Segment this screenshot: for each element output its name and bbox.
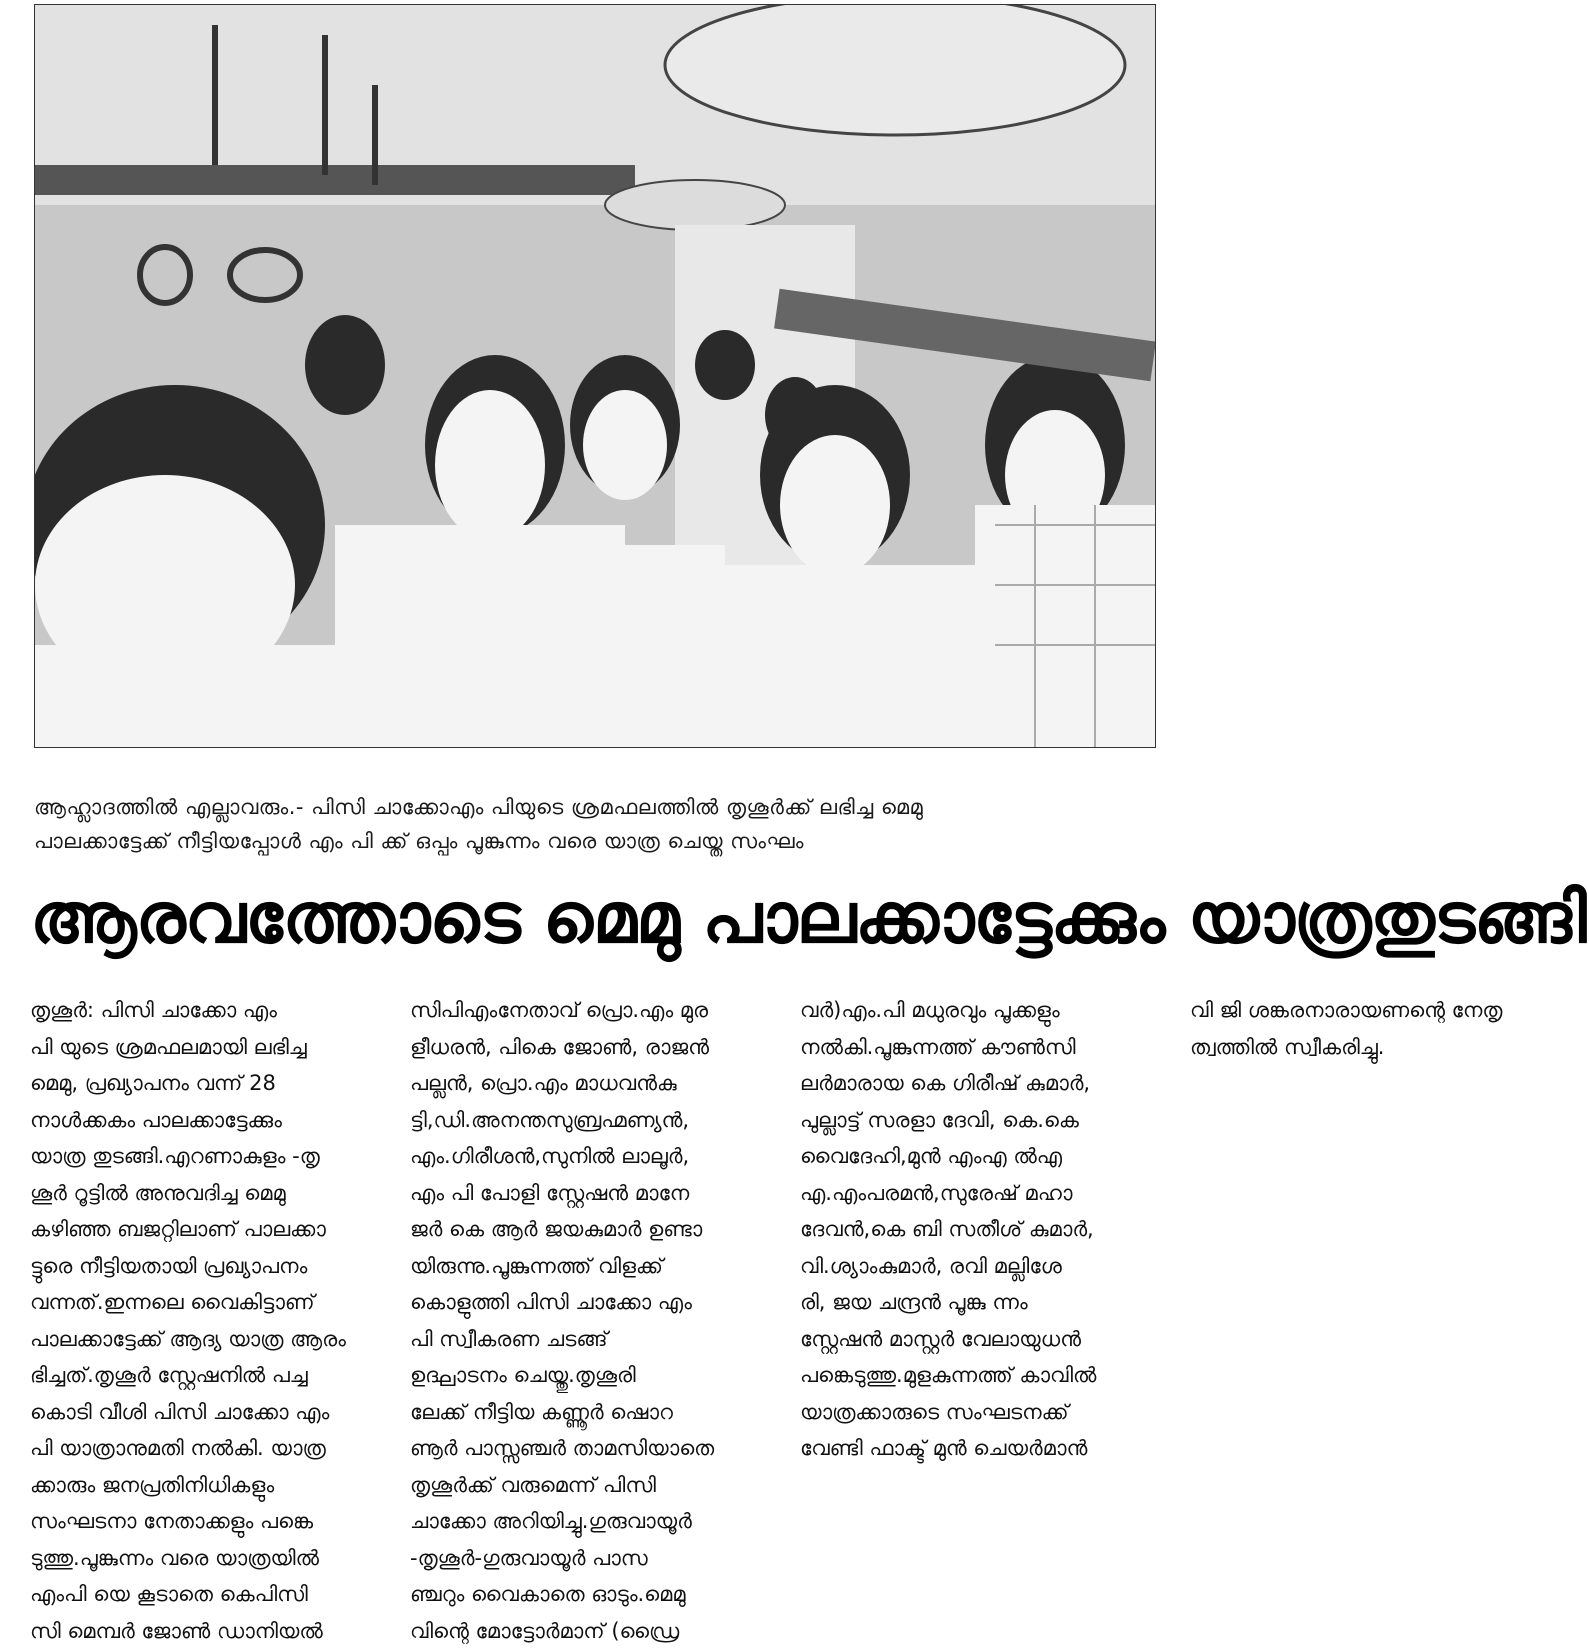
- article-column-4: [1190, 992, 1550, 1065]
- column-line: നൽകി.പൂങ്കുന്നത്ത് കൗൺസി: [800, 1029, 1160, 1066]
- column-line: സിപിഎംനേതാവ് പ്രൊ.എം മുര: [410, 992, 760, 1029]
- column-line: ക്കാരും ജനപ്രതിനിധികളും: [30, 1467, 380, 1504]
- column-line: ട്ടുരെ നീട്ടിയതായി പ്രഖ്യാപനം: [30, 1248, 380, 1285]
- column-line: എ.എംപരമൻ,സുരേഷ് മഹാ: [800, 1175, 1160, 1212]
- column-line: പല്ലൻ, പ്രൊ.എം മാധവൻകു: [410, 1065, 760, 1102]
- column-line: കൊടി വീശി പിസി ചാക്കോ എം: [30, 1394, 380, 1431]
- column-line: ത്വത്തിൽ സ്വീകരിച്ചു.: [1190, 1029, 1550, 1066]
- column-line: പി സ്വീകരണ ചടങ്ങ്: [410, 1321, 760, 1358]
- column-line: ശൂർ റൂട്ടിൽ അനുവദിച്ച മെമു: [30, 1175, 380, 1212]
- headline: ആരവത്തോടെ മെമു പാലക്കാട്ടേക്കും യാത്രതുടങ്ങി: [30, 870, 1550, 966]
- caption-line: പാലക്കാട്ടേക്ക് നീട്ടിയപ്പോൾ എം പി ക്ക് ഒപ്പം പൂങ്കുന്നം വരെ യാത്ര ചെയ്ത സംഘം: [34, 824, 1154, 858]
- column-line: എം.ഗിരീശൻ,സുനിൽ ലാലൂർ,: [410, 1138, 760, 1175]
- article-column-2: [410, 992, 760, 1649]
- column-line: സ്റ്റേഷൻ മാസ്റ്റർ വേലായുധൻ: [800, 1321, 1160, 1358]
- column-line: -തൃശൂർ-ഗുരുവായൂർ പാസ: [410, 1540, 760, 1577]
- column-line: വർ)എം.പി മധുരവും പൂക്കളും: [800, 992, 1160, 1029]
- column-line: ട്ടി,ഡി.അനന്തസുബ്രഹ്മണ്യൻ,: [410, 1102, 760, 1139]
- column-line: പി യുടെ ശ്രമഫലമായി ലഭിച്ച: [30, 1029, 380, 1066]
- column-line: ജർ കെ ആർ ജയകുമാർ ഉണ്ടാ: [410, 1211, 760, 1248]
- column-line: തൃശൂർ: പിസി ചാക്കോ എം: [30, 992, 380, 1029]
- column-line: ഉദ്ഘാടനം ചെയ്തു.തൃശൂരി: [410, 1357, 760, 1394]
- column-line: രി, ജയ ചന്ദ്രൻ പൂങ്കു ന്നം: [800, 1284, 1160, 1321]
- column-line: പുല്ലാട്ട് സരളാ ദേവി, കെ.കെ: [800, 1102, 1160, 1139]
- column-line: ലേക്ക് നീട്ടിയ കണ്ണൂർ ഷൊറ: [410, 1394, 760, 1431]
- photo-caption: [34, 790, 1154, 858]
- column-line: പാലക്കാട്ടേക്ക് ആദ്യ യാത്ര ആരം: [30, 1321, 380, 1358]
- column-line: എം പി പോളി സ്റ്റേഷൻ മാനേ: [410, 1175, 760, 1212]
- column-line: കഴിഞ്ഞ ബജറ്റിലാണ് പാലക്കാ: [30, 1211, 380, 1248]
- column-line: കൊളുത്തി പിസി ചാക്കോ എം: [410, 1284, 760, 1321]
- column-line: പി യാത്രാനുമതി നൽകി. യാത്ര: [30, 1430, 380, 1467]
- column-line: വി ജി ശങ്കരനാരായണന്റെ നേതൃ: [1190, 992, 1550, 1029]
- column-line: യാത്ര തുടങ്ങി.എറണാകുളം -തൃ: [30, 1138, 380, 1175]
- column-line: ദേവൻ,കെ ബി സതീശ് കുമാർ,: [800, 1211, 1160, 1248]
- column-line: പങ്കെടുത്തു.മുളകുന്നത്ത് കാവിൽ: [800, 1357, 1160, 1394]
- column-line: യിരുന്നു.പൂങ്കുന്നത്ത് വിളക്ക്: [410, 1248, 760, 1285]
- column-line: ടുത്തു.പൂങ്കുന്നം വരെ യാത്രയിൽ: [30, 1540, 380, 1577]
- column-line: വേണ്ടി ഫാക്ട് മുൻ ചെയർമാൻ: [800, 1430, 1160, 1467]
- column-line: യാത്രക്കാരുടെ സംഘടനക്ക്: [800, 1394, 1160, 1431]
- column-line: വൈദേഹി,മുൻ എംഎ ൽഎ: [800, 1138, 1160, 1175]
- column-line: ഭിച്ചത്.തൃശൂർ സ്റ്റേഷനിൽ പച്ച: [30, 1357, 380, 1394]
- column-line: തൃശൂർക്ക് വരുമെന്ന് പിസി: [410, 1467, 760, 1504]
- article-column-1: [30, 992, 380, 1649]
- column-line: സി മെമ്പർ ജോൺ ഡാനിയൽ: [30, 1613, 380, 1649]
- column-line: ലർമാരായ കെ ഗിരീഷ് കുമാർ,: [800, 1065, 1160, 1102]
- column-line: ഞ്ചറും വൈകാതെ ഓടും.മെമു: [410, 1576, 760, 1613]
- column-line: ളീധരൻ, പികെ ജോൺ, രാജൻ: [410, 1029, 760, 1066]
- column-line: വി.ശ്യാംകുമാർ, രവി മല്ലിശേ: [800, 1248, 1160, 1285]
- news-photo: [34, 4, 1156, 748]
- photo-image: [35, 5, 1155, 747]
- column-line: ചാക്കോ അറിയിച്ചു.ഗുരുവായൂർ: [410, 1503, 760, 1540]
- column-line: നാൾക്കകം പാലക്കാട്ടേക്കും: [30, 1102, 380, 1139]
- article-column-3: [800, 992, 1160, 1467]
- column-line: എംപി യെ കൂടാതെ കെപിസി: [30, 1576, 380, 1613]
- caption-line: ആഹ്ലാദത്തിൽ എല്ലാവരും.- പിസി ചാക്കോഎം പിയുടെ ശ്രമഫലത്തിൽ തൃശൂർക്ക് ലഭിച്ച മെമു: [34, 790, 1154, 824]
- column-line: വന്നത്.ഇന്നലെ വൈകിട്ടാണ്: [30, 1284, 380, 1321]
- column-line: സംഘടനാ നേതാക്കളും പങ്കെ: [30, 1503, 380, 1540]
- column-line: മെമു, പ്രഖ്യാപനം വന്ന് 28: [30, 1065, 380, 1102]
- column-line: വിന്റെ മോട്ടോർമാന് (ഡ്രൈ: [410, 1613, 760, 1649]
- column-line: ണൂർ പാസ്സഞ്ചർ താമസിയാതെ: [410, 1430, 760, 1467]
